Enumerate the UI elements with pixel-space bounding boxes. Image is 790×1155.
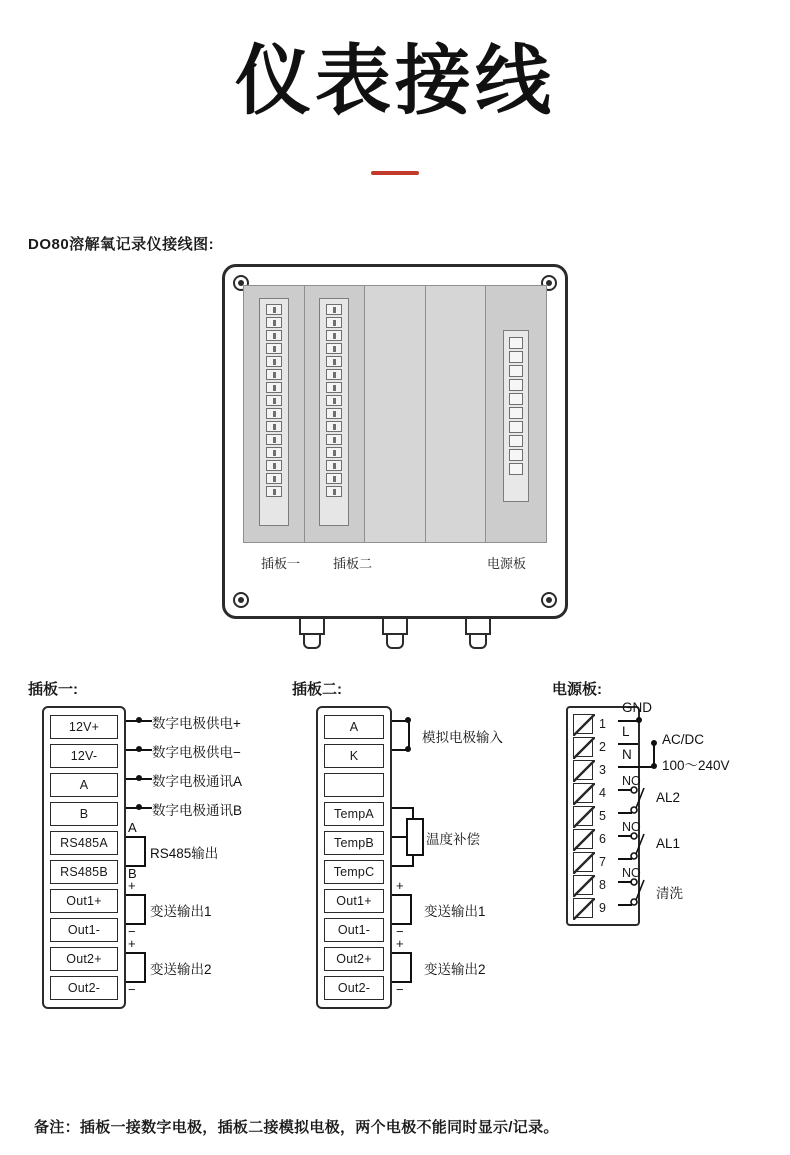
power-terminal-cell (509, 407, 523, 419)
leader-line (410, 952, 412, 983)
slot-empty-2 (426, 286, 487, 542)
board1-note-1: 数字电极供电− (152, 745, 241, 761)
leader-line (144, 894, 146, 925)
power-label-no-2: NO (622, 820, 641, 835)
title-divider (371, 171, 419, 175)
terminal-out2-plus: Out2+ (324, 947, 384, 971)
slot-label-power-board: 电源板 (487, 556, 527, 572)
relay-contact-icon (630, 874, 654, 910)
footer-note: 备注：插板一接数字电极，插板二接模拟电极，两个电极不能同时显示/记录。 (34, 1119, 559, 1136)
mark-minus: − (396, 982, 404, 998)
terminal-cell (266, 486, 282, 497)
power-slot-icon (573, 829, 593, 849)
board1-note-6: 变送输出2 (150, 962, 212, 978)
mark-a: A (128, 820, 137, 836)
terminal-cell (266, 473, 282, 484)
connection-dot (136, 775, 142, 781)
cable-gland-icon (379, 619, 411, 653)
leader-line (126, 952, 146, 954)
terminal-cell (326, 317, 342, 328)
mark-minus: − (128, 924, 136, 940)
terminal-out2-minus: Out2- (324, 976, 384, 1000)
board2-terminal-block (316, 706, 392, 1009)
power-terminal-cell (509, 463, 523, 475)
board1-terminal-block (42, 706, 126, 1009)
terminal-rs485b: RS485B (50, 860, 118, 884)
board2-note-1: 温度补偿 (426, 832, 480, 848)
power-row-number: 9 (599, 901, 606, 916)
leader-line (144, 952, 146, 983)
board1-note-5: 变送输出1 (150, 904, 212, 920)
power-row-number: 7 (599, 855, 606, 870)
terminal-cell (326, 447, 342, 458)
terminal-cell (266, 304, 282, 315)
mark-minus: − (128, 982, 136, 998)
power-board-title: 电源板: (552, 681, 602, 699)
terminal-a: A (50, 773, 118, 797)
terminal-out1-minus: Out1- (50, 918, 118, 942)
power-slot-icon (573, 875, 593, 895)
terminal-k: K (324, 744, 384, 768)
mark-plus: + (128, 936, 136, 952)
power-label-no-1: NO (622, 774, 641, 789)
terminal-cell (326, 369, 342, 380)
power-slot-icon (573, 714, 593, 734)
terminal-tempa: TempA (324, 802, 384, 826)
board1-note-2: 数字电极通讯A (152, 774, 243, 790)
power-row-number: 6 (599, 832, 606, 847)
leader-line (126, 894, 146, 896)
terminal-out1-plus: Out1+ (324, 889, 384, 913)
board2-note-0: 模拟电极输入 (422, 730, 503, 746)
leader-line (410, 894, 412, 925)
terminal-out1-plus: Out1+ (50, 889, 118, 913)
connection-dot (405, 717, 411, 723)
slot-board-1 (244, 286, 305, 542)
terminal-blank (324, 773, 384, 797)
power-label-wash: 清洗 (656, 886, 683, 902)
terminal-cell (326, 395, 342, 406)
terminal-b: B (50, 802, 118, 826)
enclosure-illustration (0, 254, 790, 674)
terminal-cell (326, 356, 342, 367)
power-slot-icon (573, 760, 593, 780)
terminal-cell (326, 473, 342, 484)
leader-line (653, 743, 655, 766)
terminal-tempc: TempC (324, 860, 384, 884)
power-row-number: 2 (599, 740, 606, 755)
terminal-cell (326, 460, 342, 471)
terminal-cell (266, 356, 282, 367)
relay-contact-icon (630, 828, 654, 864)
terminal-12v-plus: 12V+ (50, 715, 118, 739)
connection-dot (136, 746, 142, 752)
leader-line (144, 836, 146, 867)
power-label-n: N (622, 747, 632, 763)
power-row-number: 8 (599, 878, 606, 893)
leader-line (392, 865, 414, 867)
power-label-supply-type: AC/DC (662, 732, 705, 748)
power-row-number: 1 (599, 717, 606, 732)
power-slot-icon (573, 737, 593, 757)
power-terminal-cell (509, 449, 523, 461)
power-label-al1: AL1 (656, 836, 681, 852)
terminal-cell (326, 486, 342, 497)
terminal-cell (266, 330, 282, 341)
terminal-cell (326, 343, 342, 354)
diagram-caption: DO80溶解氧记录仪接线图: (28, 236, 215, 254)
power-terminal-cell (509, 351, 523, 363)
power-row-number: 5 (599, 809, 606, 824)
mark-plus: + (396, 936, 404, 952)
leader-line (392, 952, 412, 954)
terminal-a: A (324, 715, 384, 739)
terminal-cell (266, 343, 282, 354)
slot-empty-1 (365, 286, 426, 542)
power-terminal-cell (509, 365, 523, 377)
slot-label-board-2: 插板二 (333, 556, 373, 572)
connection-dot (136, 804, 142, 810)
connection-dot (636, 717, 642, 723)
slot-label-board-1: 插板一 (261, 556, 301, 572)
terminal-out2-minus: Out2- (50, 976, 118, 1000)
page-title: 仪表接线 (235, 39, 555, 124)
board2-note-3: 变送输出2 (424, 962, 486, 978)
leader-line (618, 743, 638, 745)
leader-line (126, 836, 146, 838)
slot-board-2 (305, 286, 366, 542)
power-terminal-cell (509, 337, 523, 349)
leader-line (618, 766, 652, 768)
board1-note-0: 数字电极供电+ (152, 716, 241, 732)
terminal-out1-minus: Out1- (324, 918, 384, 942)
board2-note-2: 变送输出1 (424, 904, 486, 920)
power-card (503, 330, 529, 502)
board2-title: 插板二: (292, 681, 342, 699)
terminal-cell (326, 408, 342, 419)
mark-minus: − (396, 924, 404, 940)
power-slot-icon (573, 783, 593, 803)
connection-dot (405, 746, 411, 752)
terminal-cell (326, 304, 342, 315)
terminal-cell (326, 421, 342, 432)
leader-line (392, 807, 414, 809)
terminal-rs485a: RS485A (50, 831, 118, 855)
terminal-cell (266, 382, 282, 393)
terminal-strip (266, 304, 282, 497)
terminal-cell (266, 395, 282, 406)
power-label-al2: AL2 (656, 790, 681, 806)
leader-line (618, 720, 638, 722)
terminal-12v-minus: 12V- (50, 744, 118, 768)
terminal-cell (266, 421, 282, 432)
relay-contact-icon (630, 782, 654, 818)
board1-title: 插板一: (28, 681, 78, 699)
rtd-sensor-symbol (406, 818, 424, 856)
screw-icon (233, 592, 249, 608)
slot-power-board (486, 286, 546, 542)
power-slot-icon (573, 898, 593, 918)
power-label-gnd: GND (622, 700, 652, 716)
instrument-enclosure (222, 264, 568, 619)
terminal-cell (326, 434, 342, 445)
terminal-cell (266, 369, 282, 380)
power-row-number: 4 (599, 786, 606, 801)
power-label-l: L (622, 724, 630, 740)
terminal-cell (326, 330, 342, 341)
terminal-cell (266, 317, 282, 328)
cable-gland-icon (296, 619, 328, 653)
terminal-cell (326, 382, 342, 393)
mark-plus: + (128, 878, 136, 894)
connection-dot (136, 717, 142, 723)
power-terminal-cell (509, 421, 523, 433)
power-row-number: 3 (599, 763, 606, 778)
inner-panel (243, 285, 547, 543)
power-terminal-cell (509, 435, 523, 447)
screw-icon (541, 592, 557, 608)
leader-line (392, 894, 412, 896)
wiring-blocks (0, 678, 790, 1008)
terminal-cell (266, 408, 282, 419)
power-slot-icon (573, 806, 593, 826)
terminal-tempb: TempB (324, 831, 384, 855)
terminal-strip (326, 304, 342, 497)
power-label-supply-range: 100～240V (662, 758, 730, 774)
power-label-no-3: NO (622, 866, 641, 881)
cable-gland-icon (462, 619, 494, 653)
board1-note-3: 数字电极通讯B (152, 803, 243, 819)
terminal-cell (266, 434, 282, 445)
power-slot-icon (573, 852, 593, 872)
terminal-cell (266, 460, 282, 471)
power-row (573, 897, 633, 919)
terminal-cell (266, 447, 282, 458)
terminal-out2-plus: Out2+ (50, 947, 118, 971)
mark-plus: + (396, 878, 404, 894)
power-terminal-cell (509, 393, 523, 405)
board1-note-4: RS485输出 (150, 846, 219, 862)
mark-b: B (128, 866, 137, 882)
power-terminal-cell (509, 379, 523, 391)
power-terminal-block (566, 706, 640, 926)
